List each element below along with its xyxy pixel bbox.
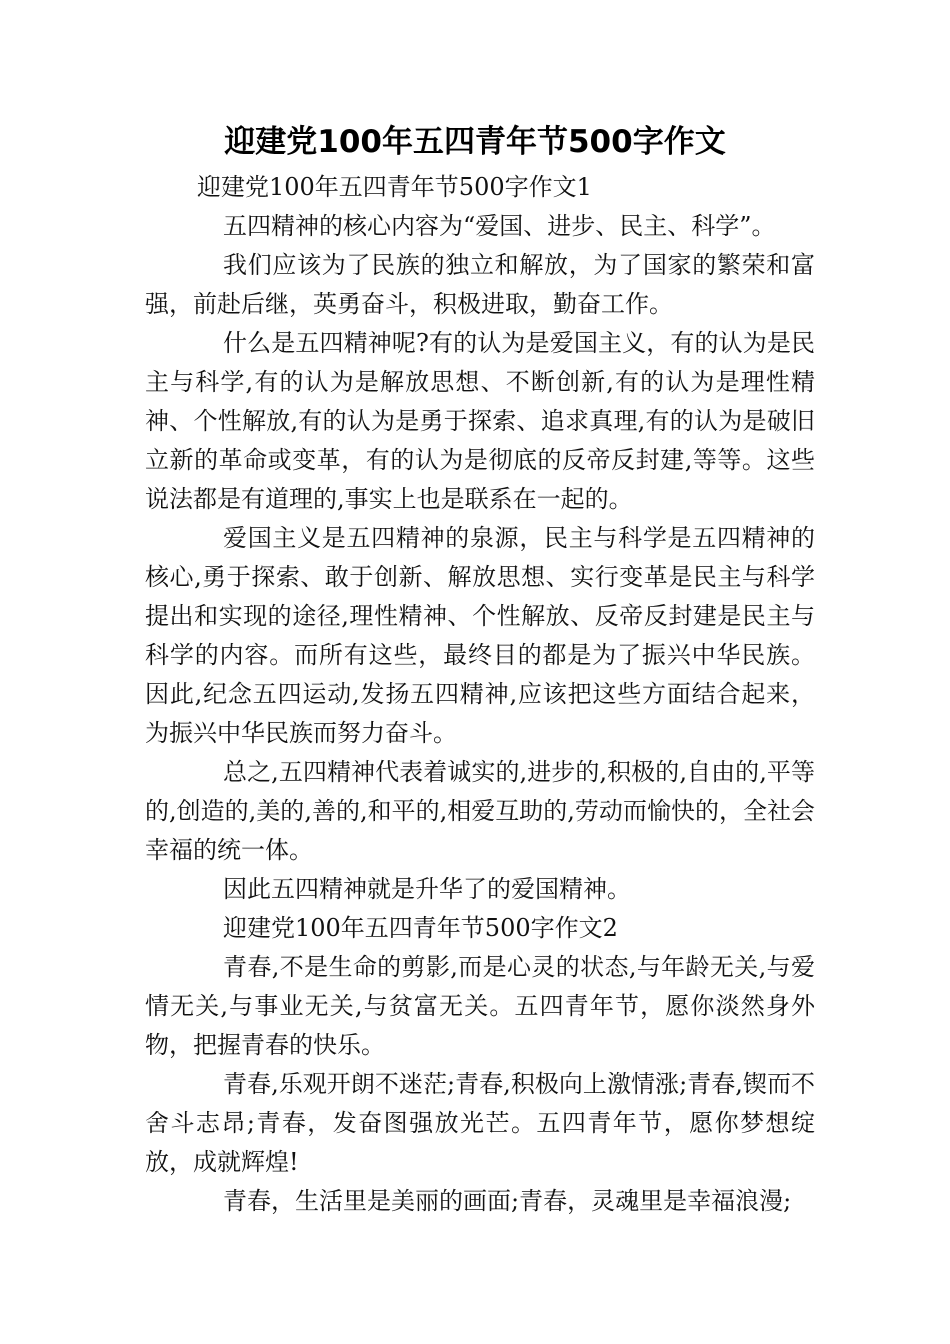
section-heading-1: 迎建党100年五四青年节500字作文1 (197, 173, 592, 201)
document-title: 迎建党100年五四青年节500字作文 (224, 124, 726, 160)
paragraph: 五四精神的核心内容为“爱国、进步、民主、科学”。 (223, 212, 776, 240)
section-heading-2: 迎建党100年五四青年节500字作文2 (223, 914, 618, 942)
paragraph: 青春,乐观开朗不迷茫;青春,积极向上激情涨;青春,锲而不舍斗志昂;青春，发奋图强放光芒。五四青年节，愿你梦想绽放，成就辉煌! (145, 1070, 815, 1176)
paragraph: 什么是五四精神呢?有的认为是爱国主义，有的认为是民主与科学,有的认为是解放思想、不断创新,有的认为是理性精神、个性解放,有的认为是勇于探索、追求真理,有的认为是破旧立新的革命或变革，有的认为是彻底的反帝反封建,等等。这些说法都是有道理的,事实上也是联系在一起的。 (145, 329, 815, 513)
document-body (145, 168, 815, 1221)
paragraph: 青春，生活里是美丽的画面;青春，灵魂里是幸福浪漫; (223, 1187, 792, 1215)
paragraph: 因此五四精神就是升华了的爱国精神。 (223, 875, 631, 903)
paragraph: 总之,五四精神代表着诚实的,进步的,积极的,自由的,平等的,创造的,美的,善的,和平的,相爱互助的,劳动而愉快的，全社会幸福的统一体。 (145, 758, 815, 864)
paragraph: 爱国主义是五四精神的泉源，民主与科学是五四精神的核心,勇于探索、敢于创新、解放思想、实行变革是民主与科学提出和实现的途径,理性精神、个性解放、反帝反封建是民主与科学的内容。而所有这些，最终目的都是为了振兴中华民族。因此,纪念五四运动,发扬五四精神,应该把这些方面结合起来，为振兴中华民族而努力奋斗。 (145, 524, 815, 747)
paragraph: 我们应该为了民族的独立和解放，为了国家的繁荣和富强，前赴后继，英勇奋斗，积极进取，勤奋工作。 (145, 251, 815, 318)
paragraph: 青春,不是生命的剪影,而是心灵的状态,与年龄无关,与爱情无关,与事业无关,与贫富无关。五四青年节，愿你淡然身外物，把握青春的快乐。 (145, 953, 815, 1059)
